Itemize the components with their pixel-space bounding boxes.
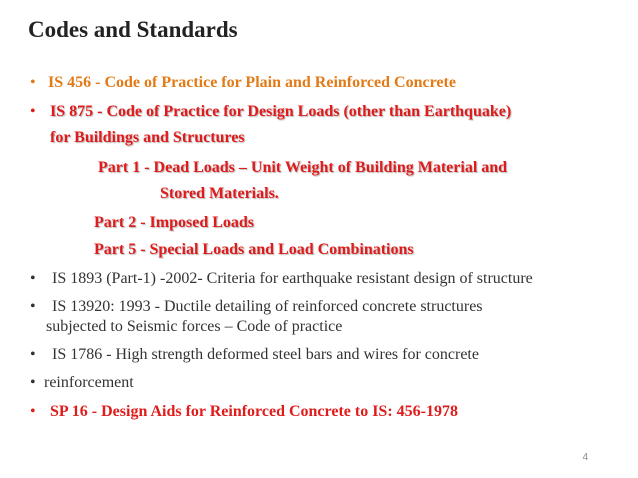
page-number: 4: [582, 452, 588, 463]
bullet-marker: •: [30, 374, 36, 391]
slide-title: Codes and Standards: [28, 17, 238, 42]
item-is13920-line1: IS 13920: 1993 - Ductile detailing of reinforced concrete structures: [52, 298, 483, 315]
item-is1786: IS 1786 - High strength deformed steel bars and wires for concrete: [52, 346, 479, 363]
item-part1-line2: Stored Materials.: [160, 185, 279, 202]
bullet-marker: •: [30, 103, 36, 120]
item-is13920-line2: subjected to Seismic forces – Code of practice: [46, 318, 343, 335]
bullet-marker: •: [30, 346, 36, 363]
item-reinforcement: reinforcement: [44, 374, 134, 391]
item-part1-line1: Part 1 - Dead Loads – Unit Weight of Building Material and: [98, 159, 508, 176]
item-is875-line1: IS 875 - Code of Practice for Design Loads (other than Earthquake): [50, 103, 512, 120]
item-part2: Part 2 - Imposed Loads: [94, 214, 255, 231]
bullet-marker: •: [30, 74, 36, 91]
item-is1893: IS 1893 (Part-1) -2002- Criteria for earthquake resistant design of structure: [52, 270, 533, 287]
item-part5: Part 5 - Special Loads and Load Combinations: [94, 241, 414, 258]
bullet-marker: •: [30, 403, 36, 420]
bullet-marker: •: [30, 298, 36, 315]
item-is875-line2: for Buildings and Structures: [50, 129, 245, 146]
item-is456: IS 456 - Code of Practice for Plain and Reinforced Concrete: [48, 74, 456, 91]
bullet-marker: •: [30, 270, 36, 287]
item-sp16: SP 16 - Design Aids for Reinforced Concrete to IS: 456-1978: [50, 403, 458, 420]
